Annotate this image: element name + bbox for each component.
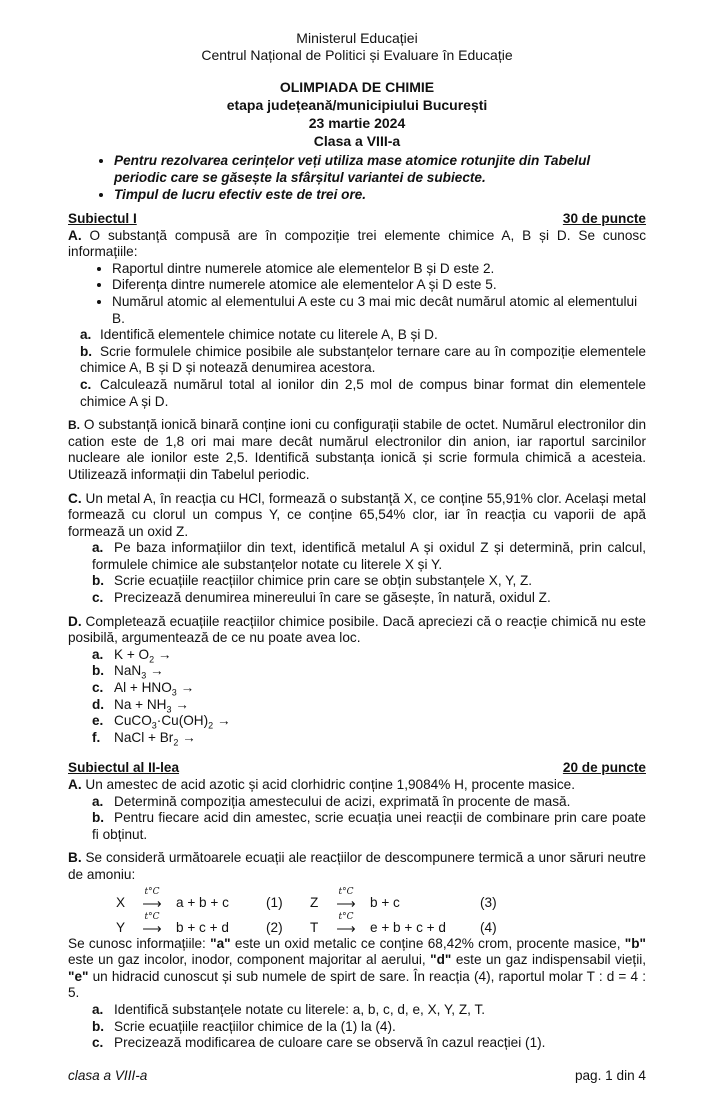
arrow: → [146, 663, 164, 679]
item [68, 810, 646, 843]
item-label: b. [92, 810, 105, 826]
item-label: d. [92, 696, 105, 712]
text: Un amestec de acid azotic și acid clorhidric conține 1,9084% H, procente masice. [81, 777, 575, 792]
arrow-label: t°C [144, 911, 160, 922]
text: este un oxid metalic ce conține 68,42% crom, procente masice, [230, 935, 625, 951]
date: 23 martie 2024 [308, 115, 406, 131]
subscript: 3 [166, 704, 172, 715]
reaction [68, 647, 646, 664]
item-label: a. [92, 1001, 104, 1017]
subject-title: Subiectul I [68, 211, 137, 226]
note: • Pentru rezolvarea cerințelor veți utiliza mase atomice rotunjite din Tabelul periodic care se găsește la sfârșitul variantei de subiecte. [114, 152, 646, 186]
label: C. [68, 490, 82, 506]
arrow-icon [326, 912, 366, 936]
formula: CuCO [114, 713, 152, 729]
arrow-label: t°C [338, 911, 354, 922]
equations [68, 912, 646, 936]
arrow-icon [132, 887, 172, 911]
s1-C [68, 491, 646, 541]
text: Se consideră următoarele ecuații ale reacțiilor de descompunere termică a unor săruri neutre de amoniu: [68, 850, 646, 882]
label: D. [68, 613, 82, 629]
item-text: Scrie ecuațiile reacțiilor chimice de la (1) la (4). [114, 1018, 396, 1034]
item-label: e. [92, 713, 104, 729]
note: • Timpul de lucru efectiv este de trei ore. [114, 186, 646, 203]
eq-number: (4) [480, 919, 497, 935]
item-label: c. [80, 376, 92, 392]
products: b + c + d [176, 919, 229, 935]
arrow-glyph: ⟶ [336, 895, 356, 911]
subject-2-header [68, 760, 646, 777]
text: O substanță ionică binară conține ioni cu configurații stabile de octet. Numărul electronilor din cation este de 1,8 ori mai mare decât numărul electronilor din anion, iar raportul sarcinilor nucleare ale ionilor este 2,5. Identifică substanța ionică și scrie formula chimică a acesteia. Utilizează informații din Tabelul periodic. [68, 417, 646, 482]
text: O substanță compusă are în compoziție trei elemente chimice A, B și D. Se cunosc informațiile: [68, 227, 646, 260]
subscript: 2 [149, 654, 155, 665]
reactant: T [310, 919, 319, 935]
text: un hidracid cunoscut și sub numele de spirt de sare. În reacția (4), raportul molar T : d = 4 : 5. [68, 968, 646, 1001]
item-label: c. [92, 1035, 104, 1051]
item-label: f. [92, 729, 101, 745]
subscript: 3 [141, 671, 147, 682]
products: e + b + c + d [370, 919, 446, 935]
arrow-label: t°C [144, 886, 160, 897]
formula: NaCl + Br [114, 729, 174, 745]
label: A. [68, 227, 82, 243]
text: "a" [210, 935, 231, 951]
arrow: → [154, 646, 172, 662]
text: Se cunosc informațiile: [68, 935, 211, 951]
formula: Al + HNO [114, 680, 172, 696]
item-text: Precizează modificarea de culoare care se observă în cazul reacției (1). [114, 1035, 546, 1051]
center-name: Centrul Național de Politici și Evaluare în Educație [201, 47, 513, 63]
item-text: Pe baza informațiilor din text, identifică metalul A și oxidul Z și determină, prin calcul, formulele chimice ale substanțelor notate cu literele X și Y. [92, 540, 646, 572]
text: este un gaz incolor, inodor, component majoritar al aerului, [68, 952, 431, 968]
ministry: Ministerul Educației [296, 30, 418, 46]
subscript: 3 [151, 720, 157, 731]
item [68, 794, 646, 811]
arrow-glyph: ⟶ [336, 920, 356, 936]
equations [68, 887, 646, 911]
item-label: a. [92, 793, 104, 809]
item-text: Identifică elementele chimice notate cu literele A, B și D. [100, 327, 438, 343]
arrow-label: t°C [338, 886, 354, 897]
s2-B [68, 850, 646, 883]
item-label: b. [92, 663, 105, 679]
item [68, 573, 646, 590]
formula: K + O [114, 646, 150, 662]
subject-points: 30 de puncte [562, 211, 646, 226]
item-text: Pentru fiecare acid din amestec, scrie ecuația unei reacții de combinare prin care poate fi obținut. [92, 810, 646, 842]
products: b + c [370, 894, 400, 910]
item [68, 540, 646, 573]
item-label: b. [92, 573, 105, 589]
item [68, 327, 646, 344]
subject-title: Subiectul al II-lea [68, 760, 180, 776]
subscript: 3 [171, 687, 177, 698]
text: "b" [624, 935, 646, 951]
products: a + b + c [176, 894, 229, 910]
item [68, 1035, 646, 1052]
stage: etapa județeană/municipiului București [226, 97, 488, 113]
eq-number: (2) [266, 919, 283, 935]
item-text: Calculează numărul total al ionilor din 2,5 mol de compus binar format din elementele chimice A și D. [80, 376, 646, 409]
arrow: → [176, 680, 195, 696]
arrow-icon [326, 887, 366, 911]
arrow-icon [132, 912, 172, 936]
text: "d" [430, 952, 452, 968]
label: B. [68, 850, 82, 866]
item-label: c. [92, 590, 104, 606]
subject-points: 20 de puncte [562, 760, 646, 776]
reaction [68, 697, 646, 714]
footer-grade: clasa a VIII-a [68, 1067, 148, 1083]
item [68, 1019, 646, 1036]
s2-B-info [68, 936, 646, 1002]
eq-number: (3) [480, 894, 497, 910]
arrow-glyph: ⟶ [142, 895, 162, 911]
item-label: b. [80, 343, 93, 359]
s1-D [68, 614, 646, 647]
page-number: pag. 1 din 4 [574, 1067, 646, 1083]
subscript: 2 [173, 737, 179, 748]
item-text: Precizează denumirea minereului în care se găsește, în natură, oxidul Z. [114, 590, 551, 606]
reactant: Y [116, 919, 126, 935]
s1-B [68, 417, 646, 483]
label: A. [68, 777, 82, 792]
arrow: → [171, 696, 189, 712]
s1-A [68, 228, 646, 261]
text: Completează ecuațiile reacțiilor chimice posibile. Dacă apreciezi că o reacție chimică nu este posibilă, argumentează de ce nu poate avea loc. [68, 613, 646, 646]
item [68, 344, 646, 377]
subject-1-header [68, 211, 646, 228]
reactant: X [116, 894, 126, 910]
reactant: Z [310, 894, 319, 910]
s1-A-bullets [68, 261, 646, 327]
item [68, 590, 646, 607]
bullet: • Numărul atomic al elementului A este cu 3 mai mic decât numărul atomic al elementului B. [112, 294, 646, 327]
bullet: • Raportul dintre numerele atomice ale elementelor B și D este 2. [112, 261, 646, 278]
reaction [68, 730, 646, 747]
grade: Clasa a VIII-a [313, 133, 401, 149]
formula: NaN [114, 663, 142, 679]
item-text: Scrie ecuațiile reacțiilor chimice prin care se obțin substanțele X, Y, Z. [114, 573, 533, 589]
bullet: • Diferența dintre numerele atomice ale elementelor A și D este 5. [112, 277, 646, 294]
arrow-glyph: ⟶ [142, 920, 162, 936]
reaction [68, 680, 646, 697]
item-label: a. [92, 540, 104, 556]
reaction [68, 663, 646, 680]
instructions [68, 152, 646, 203]
formula: Na + NH [114, 696, 167, 712]
text: "e" [68, 968, 89, 984]
item-text: Scrie formulele chimice posibile ale substanțelor ternare care au în compoziție elementele chimice A, B și D și notează denumirea acestora. [80, 343, 646, 376]
item [68, 1002, 646, 1019]
item-label: a. [80, 327, 92, 343]
item-label: b. [92, 1018, 105, 1034]
text: Un metal A, în reacția cu HCl, formează o substanță X, ce conține 55,91% clor. Același metal formează cu clorul un compus Y, ce conține 65,54% clor, iar în reacția cu vaporii de apă formează un oxid Z. [68, 490, 646, 539]
item-text: Determină compoziția amestecului de acizi, exprimată în procente de masă. [114, 793, 571, 809]
arrow: → [178, 729, 196, 745]
item-label: a. [92, 646, 104, 662]
eq-number: (1) [266, 894, 283, 910]
item-label: c. [92, 680, 104, 696]
formula: ·Cu(OH) [156, 713, 209, 729]
s2-A [68, 777, 646, 794]
subscript: 2 [208, 720, 214, 731]
text: este un gaz indispensabil vieții, [451, 952, 647, 968]
label: B. [68, 418, 80, 433]
arrow: → [213, 713, 231, 729]
footer [68, 1068, 646, 1085]
item [68, 377, 646, 410]
reaction [68, 713, 646, 730]
item-text: Identifică substanțele notate cu literele: a, b, c, d, e, X, Y, Z, T. [114, 1001, 486, 1017]
olympiad-title: OLIMPIADA DE CHIMIE [279, 79, 435, 95]
